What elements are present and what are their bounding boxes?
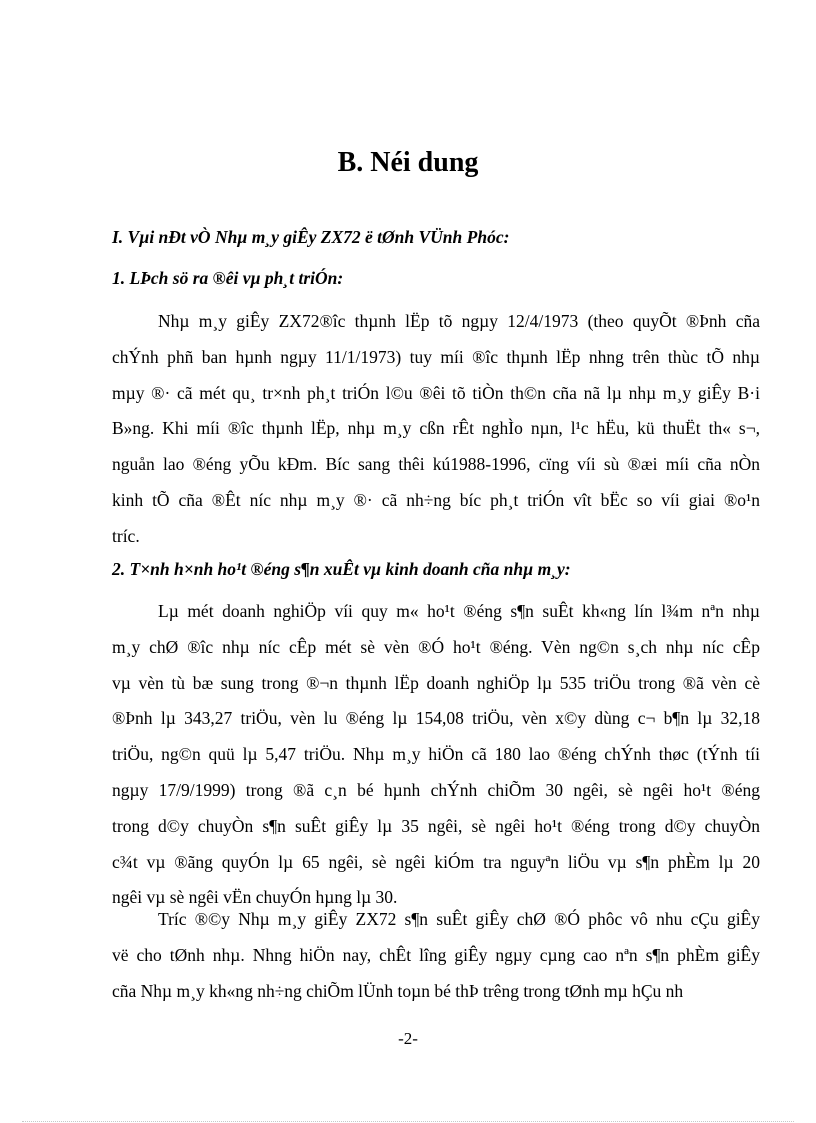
paragraph-line: cña Nhµ m¸y kh«ng nh÷ng chiÕm lÜnh toµn bé thÞ trêng trong tØnh mµ hÇu nh [112,980,684,1001]
paragraph-line: ngµy 17/9/1999) trong ®ã c¸n bé hµnh chÝnh chiÕm 30 ngêi, sè ngêi ho¹t ®éng [112,779,760,800]
heading-operations: 2. T×nh h×nh ho¹t ®éng s¶n xuÊt vµ kinh doanh cña nhµ m¸y: [112,559,571,579]
heading-part-one: I. Vµi nÐt vÒ Nhµ m¸y giÊy ZX72 ë tØnh VÜnh Phóc: [112,227,510,247]
paragraph-line: c¾t vµ ®ãng quyÓn lµ 65 ngêi, sè ngêi kiÓm tra nguyªn liÖu vµ s¶n phÈm lµ 20 [112,851,760,872]
section-title: B. Néi dung [337,147,479,178]
paragraph-line: B»ng. Khi míi ®îc thµnh lËp, nhµ m¸y cßn rÊt nghÌo nµn, l¹c hËu, kü thuËt th« s¬, [112,418,760,439]
paragraph-line: ngêi vµ sè ngêi vËn chuyÓn hµng lµ 30. [112,887,398,908]
paragraph-line: mµy ®· cã mét qu¸ tr×nh ph¸t triÓn l©u ®êi tõ tiÒn th©n cña nã lµ nhµ m¸y giÊy B·i [112,382,760,403]
paragraph-line: ®Þnh lµ 343,27 triÖu, vèn lu ®éng lµ 154,08 triÖu, vèn x©y dùng c¬ b¶n lµ 32,18 [112,708,760,729]
paragraph-line: kinh tÕ cña ®Êt níc nhµ m¸y ®· cã nh÷ng bíc ph¸t triÓn vît bËc so víi giai ®o¹n [112,489,760,510]
paragraph-market [112,902,760,1009]
paragraph-history [112,304,760,555]
paragraph-line: m¸y chØ ®îc nhµ níc cÊp mét sè vèn ®Ó ho¹t ®éng. Vèn ng©n s¸ch nhµ níc cÊp [112,636,760,657]
paragraph-line: triÖu, ng©n quü lµ 5,47 triÖu. Nhµ m¸y hiÖn cã 180 lao ®éng chÝnh thøc (tÝnh tíi [112,744,760,765]
paragraph-line: Lµ mét doanh nghiÖp víi quy m« ho¹t ®éng s¶n suÊt kh«ng lín l¾m nªn nhµ [158,601,760,621]
paragraph-operations [112,594,760,916]
paragraph-line: chÝnh phñ ban hµnh ngµy 11/1/1973) tuy míi ®îc thµnh lËp nhng trên thùc tÕ nhµ [112,346,760,367]
paragraph-line: Tríc ®©y Nhµ m¸y giÊy ZX72 s¶n suÊt giÊy chØ ®Ó phôc vô nhu cÇu giÊy [158,909,760,929]
heading-history: 1. LÞch sö ra ®êi vµ ph¸t triÓn: [112,268,344,288]
paragraph-line: tríc. [112,525,140,546]
paragraph-line: trong d©y chuyÒn s¶n suÊt giÊy lµ 35 ngêi, sè ngêi ho¹t ®éng trong d©y chuyÒn [112,815,760,836]
paragraph-line: nguån lao ®éng yÕu kÐm. Bíc sang thêi kú1988-1996, cïng víi sù ®æi míi cña nÒn [112,454,760,475]
page-number: -2- [398,1029,418,1048]
paragraph-line: vë cho tØnh nhµ. Nhng hiÖn nay, chÊt lîng giÊy ngµy cµng cao nªn s¶n phÈm giÊy [112,944,760,965]
page-bottom-divider [22,1121,794,1122]
paragraph-line: vµ vèn tù bæ sung trong ®¬n thµnh lËp doanh nghiÖp lµ 535 triÖu trong ®ã vèn cè [112,672,760,693]
paragraph-line: Nhµ m¸y giÊy ZX72®îc thµnh lËp tõ ngµy 12/4/1973 (theo quyÕt ®Þnh cña [158,311,760,331]
